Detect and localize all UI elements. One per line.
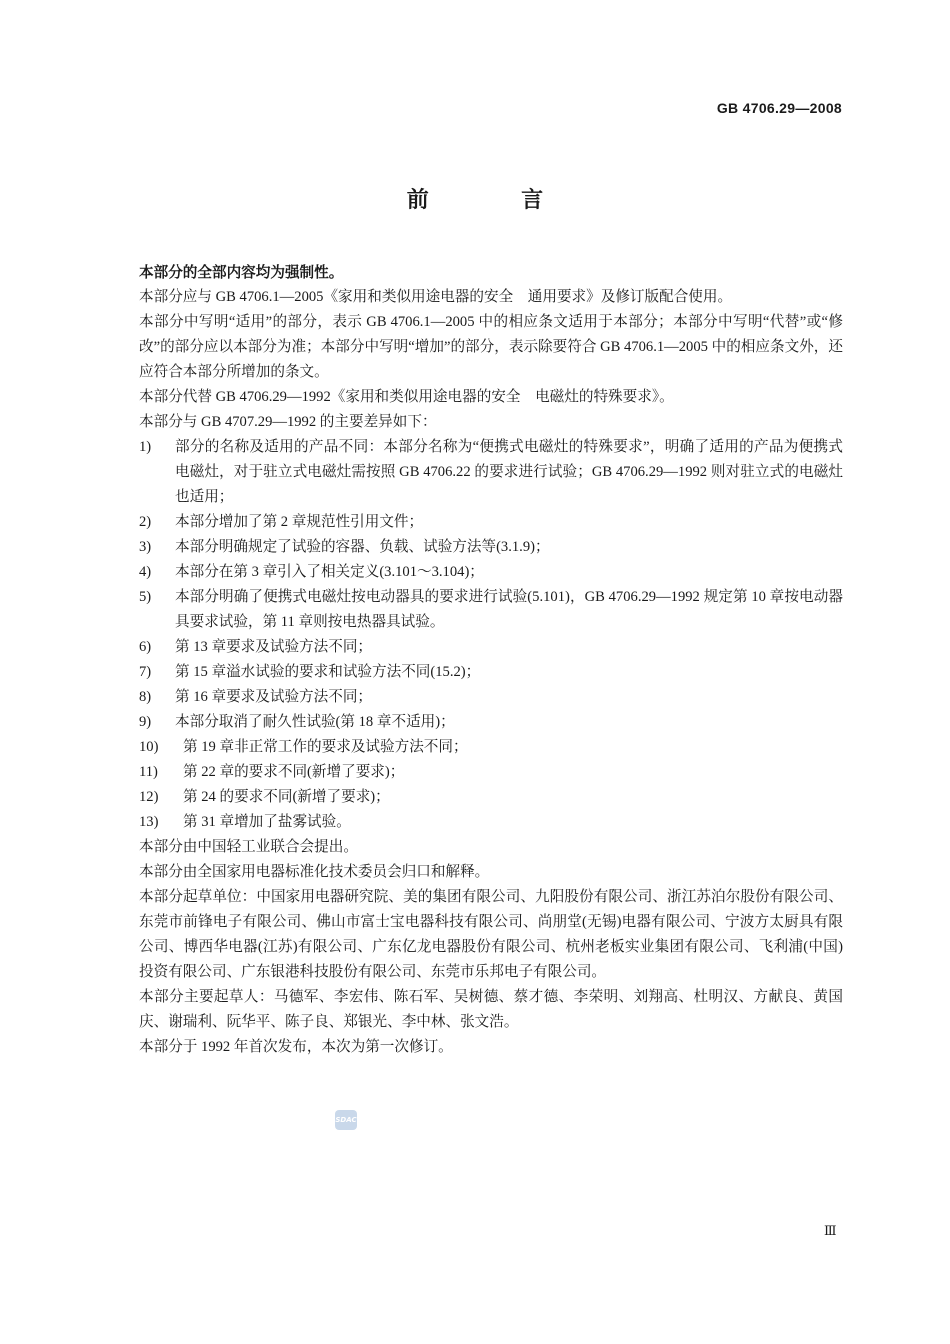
list-item	[139, 535, 843, 560]
standard-number: GB 4706.29—2008	[716, 100, 842, 116]
list-text: 本部分明确规定了试验的容器、负载、试验方法等(3.1.9)；	[175, 539, 550, 555]
list-item	[139, 760, 843, 785]
document-body	[139, 260, 843, 1060]
list-text: 本部分取消了耐久性试验(第 18 章不适用)；	[175, 714, 455, 730]
list-number: 2)	[139, 514, 152, 530]
list-text: 第 16 章要求及试验方法不同；	[175, 689, 373, 705]
list-number: 4)	[139, 564, 152, 580]
list-text: 第 15 章溢水试验的要求和试验方法不同(15.2)；	[175, 664, 481, 680]
list-number: 10)	[139, 739, 159, 755]
paragraph: 本部分由全国家用电器标准化技术委员会归口和解释。	[139, 864, 490, 880]
paragraph: 本部分于 1992 年首次发布，本次为第一次修订。	[139, 1039, 453, 1055]
list-item	[139, 560, 843, 585]
list-number: 3)	[139, 539, 152, 555]
list-text: 本部分在第 3 章引入了相关定义(3.101～3.104)；	[175, 564, 484, 580]
list-number: 1)	[139, 439, 152, 455]
page-title: 前 言	[406, 188, 579, 213]
list-number: 13)	[139, 814, 159, 830]
list-item	[139, 435, 843, 510]
paragraph: 本部分由中国轻工业联合会提出。	[139, 839, 358, 855]
list-item	[139, 735, 843, 760]
list-text: 第 24 的要求不同(新增了要求)；	[183, 789, 390, 805]
list-item	[139, 585, 843, 635]
list-text: 第 22 章的要求不同(新增了要求)；	[183, 764, 405, 780]
list-text: 部分的名称及适用的产品不同：本部分名称为“便携式电磁灶的特殊要求”，明确了适用的产品为便携式电磁灶，对于驻立式电磁灶需按照 GB 4706.22 的要求进行试验；GB 4706.29—1992 则对驻立式的电磁灶也适用；	[175, 439, 843, 505]
list-item	[139, 660, 843, 685]
paragraph: 本部分的全部内容均为强制性。	[139, 264, 344, 281]
list-number: 6)	[139, 639, 152, 655]
page-number: Ⅲ	[824, 1223, 837, 1238]
list-text: 本部分明确了便携式电磁灶按电动器具的要求进行试验(5.101)，GB 4706.29—1992 规定第 10 章按电动器具要求试验，第 11 章则按电热器具试验。	[175, 589, 843, 630]
list-number: 7)	[139, 664, 152, 680]
list-item	[139, 510, 843, 535]
paragraph: 本部分主要起草人：马德军、李宏伟、陈石军、吴树德、蔡才德、李荣明、刘翔高、杜明汉、方献良、黄国庆、谢瑞利、阮华平、陈子良、郑银光、李中林、张文浩。	[139, 989, 843, 1030]
list-number: 11)	[139, 764, 158, 780]
list-text: 第 19 章非正常工作的要求及试验方法不同；	[183, 739, 468, 755]
list-item	[139, 685, 843, 710]
list-item	[139, 785, 843, 810]
list-number: 8)	[139, 689, 152, 705]
list-item	[139, 635, 843, 660]
list-number: 5)	[139, 589, 152, 605]
paragraph: 本部分代替 GB 4706.29—1992《家用和类似用途电器的安全 电磁灶的特殊要求》。	[139, 389, 674, 405]
list-text: 第 31 章增加了盐雾试验。	[183, 814, 351, 830]
paragraph: 本部分中写明“适用”的部分，表示 GB 4706.1—2005 中的相应条文适用于本部分；本部分中写明“代替”或“修改”的部分应以本部分为准；本部分中写明“增加”的部分，表示除要符合 GB 4706.1—2005 中的相应条文外，还应符合本部分所增加的条文。	[139, 314, 843, 380]
list-text: 第 13 章要求及试验方法不同；	[175, 639, 373, 655]
paragraph: 本部分与 GB 4707.29—1992 的主要差异如下：	[139, 414, 437, 430]
list-item	[139, 810, 843, 835]
watermark-logo: SDAC	[335, 1110, 357, 1130]
list-number: 12)	[139, 789, 159, 805]
paragraph: 本部分应与 GB 4706.1—2005《家用和类似用途电器的安全 通用要求》及修订版配合使用。	[139, 289, 733, 305]
list-number: 9)	[139, 714, 152, 730]
paragraph: 本部分起草单位：中国家用电器研究院、美的集团有限公司、九阳股份有限公司、浙江苏泊尔股份有限公司、东莞市前锋电子有限公司、佛山市富士宝电器科技有限公司、尚朋堂(无锡)电器有限公司、宁波方太厨具有限公司、博西华电器(江苏)有限公司、广东亿龙电器股份有限公司、杭州老板实业集团有限公司、飞利浦(中国)投资有限公司、广东银港科技股份有限公司、东莞市乐邦电子有限公司。	[139, 889, 843, 980]
differences-list	[139, 435, 843, 835]
list-item	[139, 710, 843, 735]
list-text: 本部分增加了第 2 章规范性引用文件；	[175, 514, 424, 530]
